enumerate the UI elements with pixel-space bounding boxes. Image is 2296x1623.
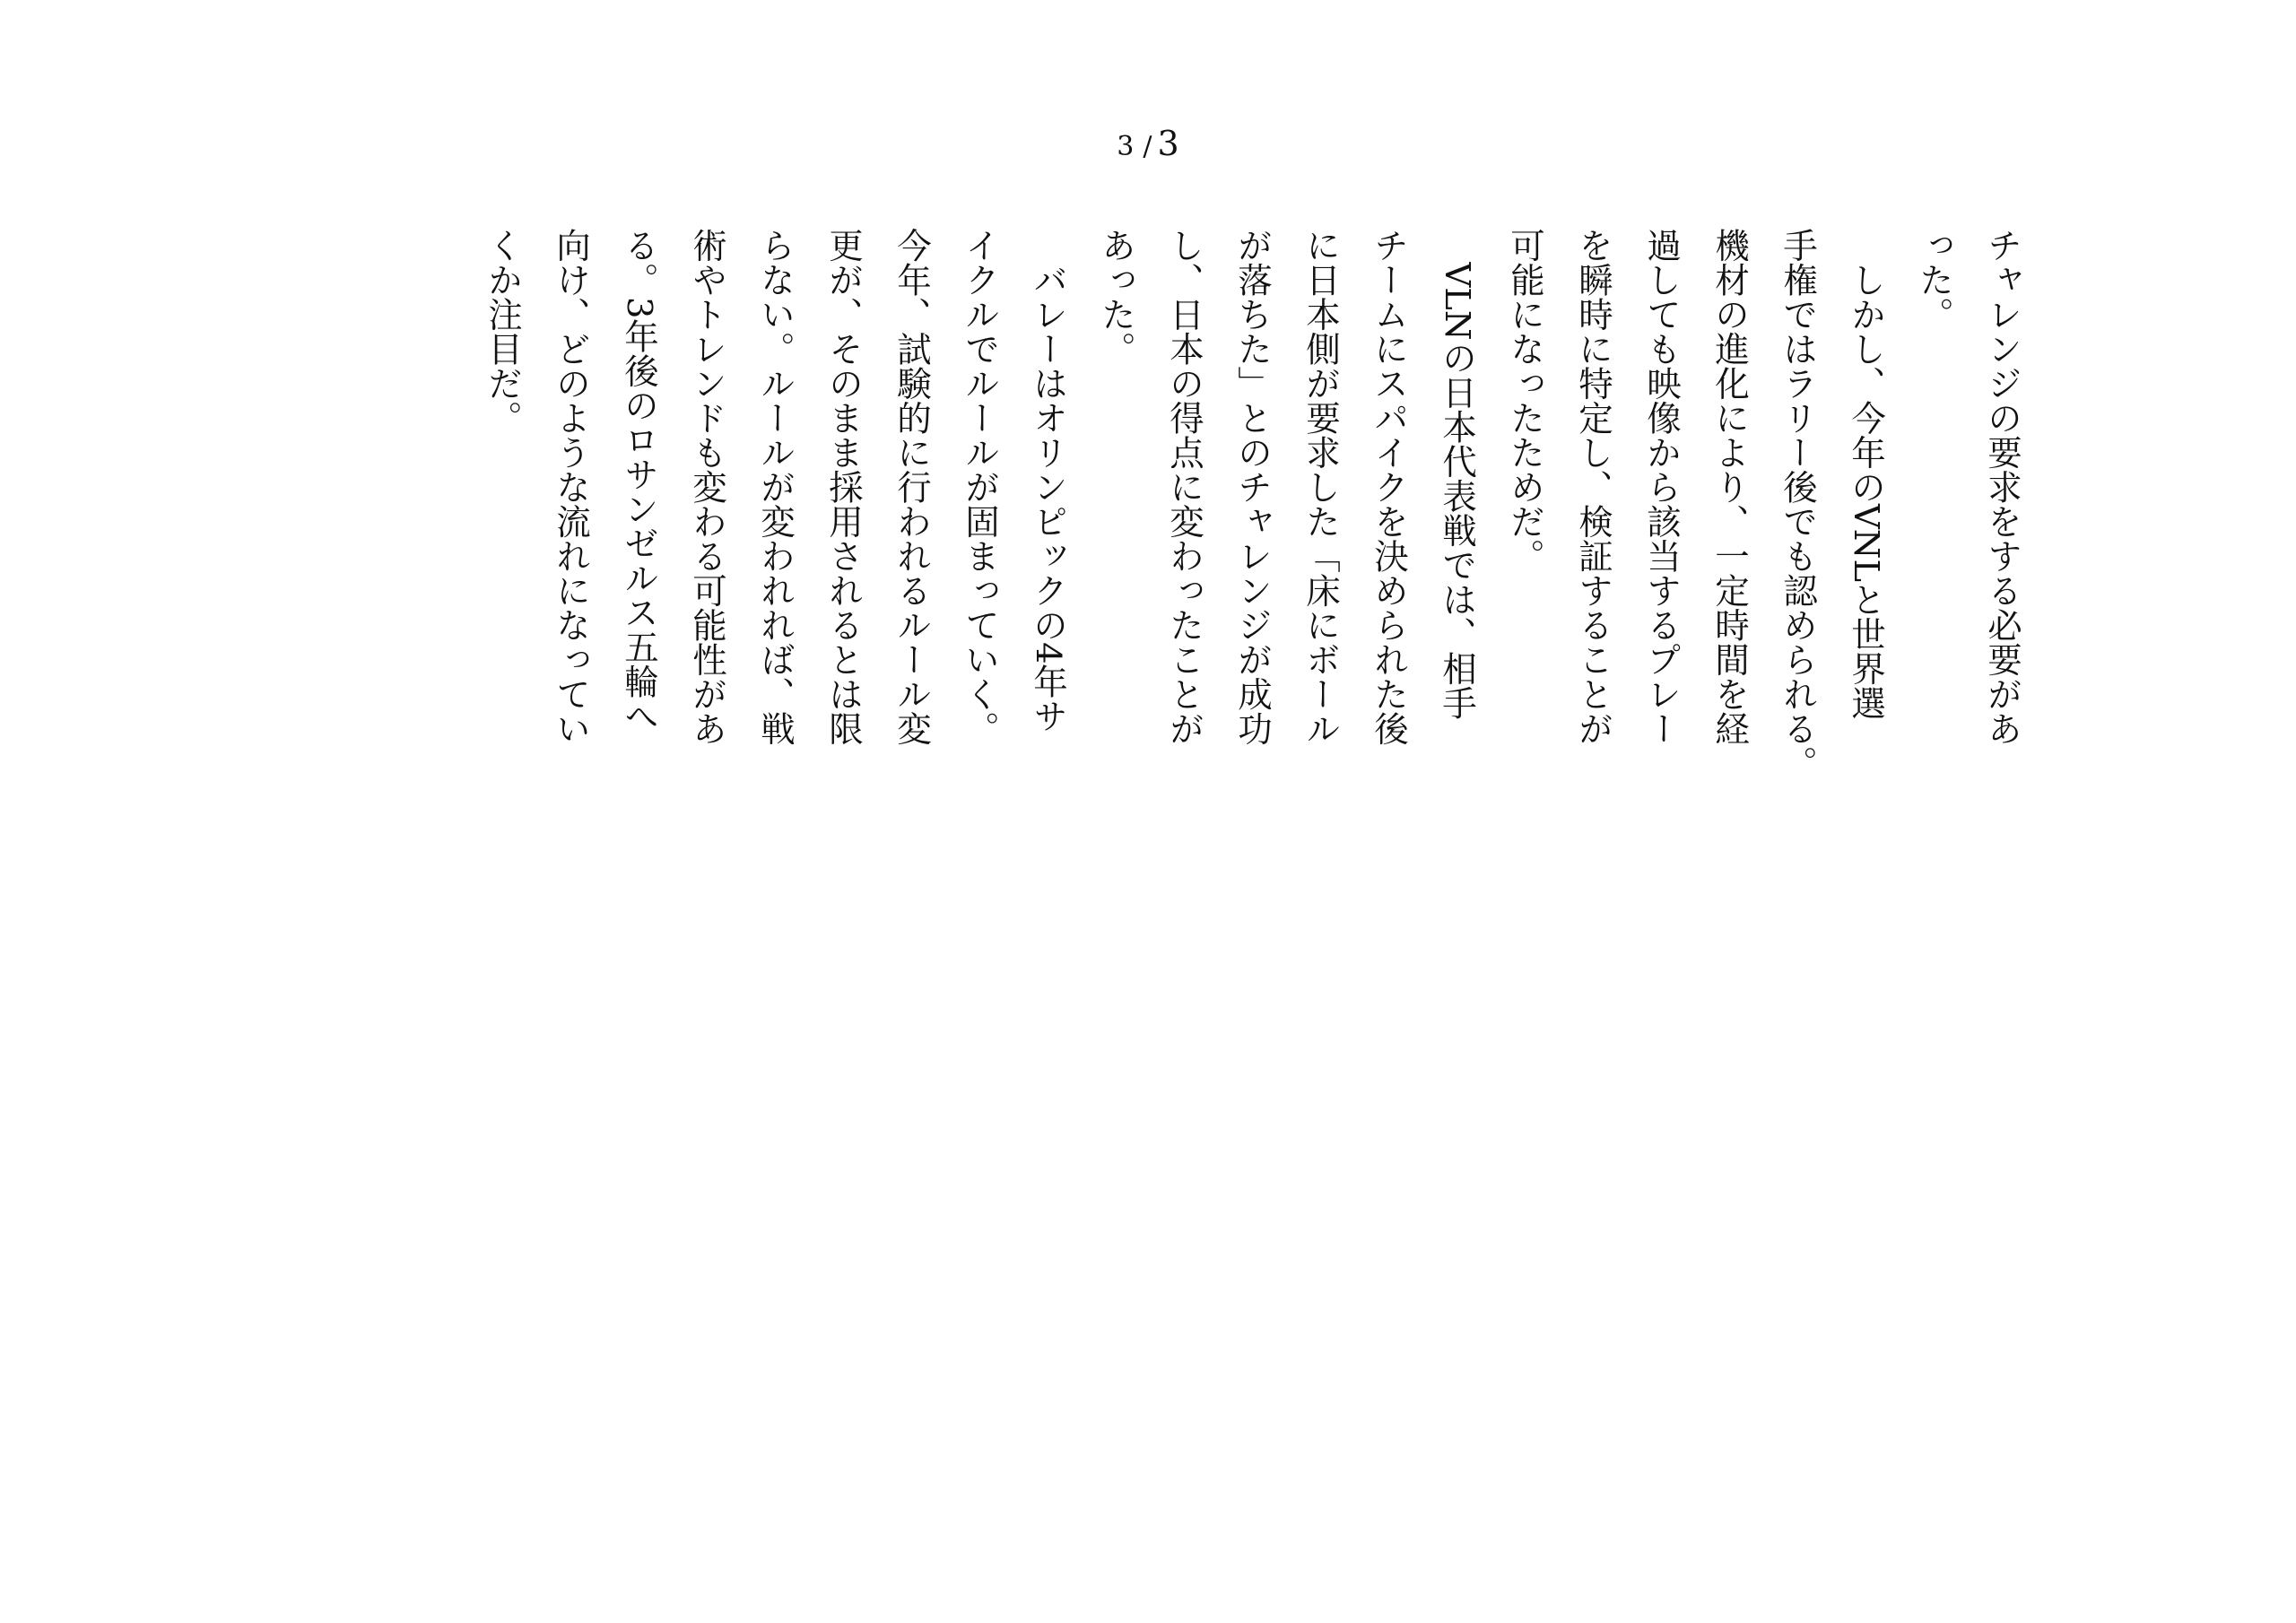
page-current: 3	[1117, 131, 1135, 162]
text-line: し、日本の得点に変わったことが	[1164, 228, 1205, 746]
text-line: くか注目だ。	[483, 228, 523, 435]
page-indicator	[1076, 122, 1220, 172]
text-line: らない。ルールが変われれば、戦	[755, 228, 796, 746]
text-line: に日本側が要求した「床にボール	[1300, 228, 1341, 746]
text-line: 機材の進化により、一定時間を経	[1709, 228, 1750, 746]
text-line: った。	[1914, 228, 1954, 332]
text-line: る。3年後のロサンゼルス五輪へ	[619, 228, 659, 733]
text-line: イクルでルールが固まっていく。	[960, 228, 1000, 746]
page-total: 3	[1157, 124, 1179, 163]
text-line: VLNの日本代表戦では、相手	[1437, 228, 1477, 721]
text-line: しかし、今年のVNLと世界選	[1846, 228, 1886, 721]
text-line: を瞬時に特定し、検証することが	[1573, 228, 1613, 746]
page-separator: /	[1143, 131, 1152, 162]
text-line: バレーはオリンピックの4年サ	[1028, 228, 1068, 733]
text-line: 可能になったためだ。	[1505, 228, 1545, 573]
text-line: チャレンジの要求をする必要があ	[1982, 228, 2022, 746]
text-line: が落ちた」とのチャレンジが成功	[1232, 228, 1273, 746]
text-line: 今年、試験的に行われるルール変	[891, 228, 932, 746]
text-line: 術やトレンドも変わる可能性があ	[687, 228, 727, 746]
text-line: 向け、どのような流れになってい	[551, 228, 591, 746]
article-body	[468, 228, 2036, 780]
text-line: あった。	[1096, 228, 1136, 366]
text-line: 過しても映像から該当するプレー	[1641, 228, 1682, 746]
text-line: 更が、そのまま採用されるとは限	[823, 228, 864, 746]
text-line: チームにスパイクを決められた後	[1369, 228, 1409, 746]
text-line: 手権ではラリー後でも認められる。	[1778, 228, 1818, 780]
